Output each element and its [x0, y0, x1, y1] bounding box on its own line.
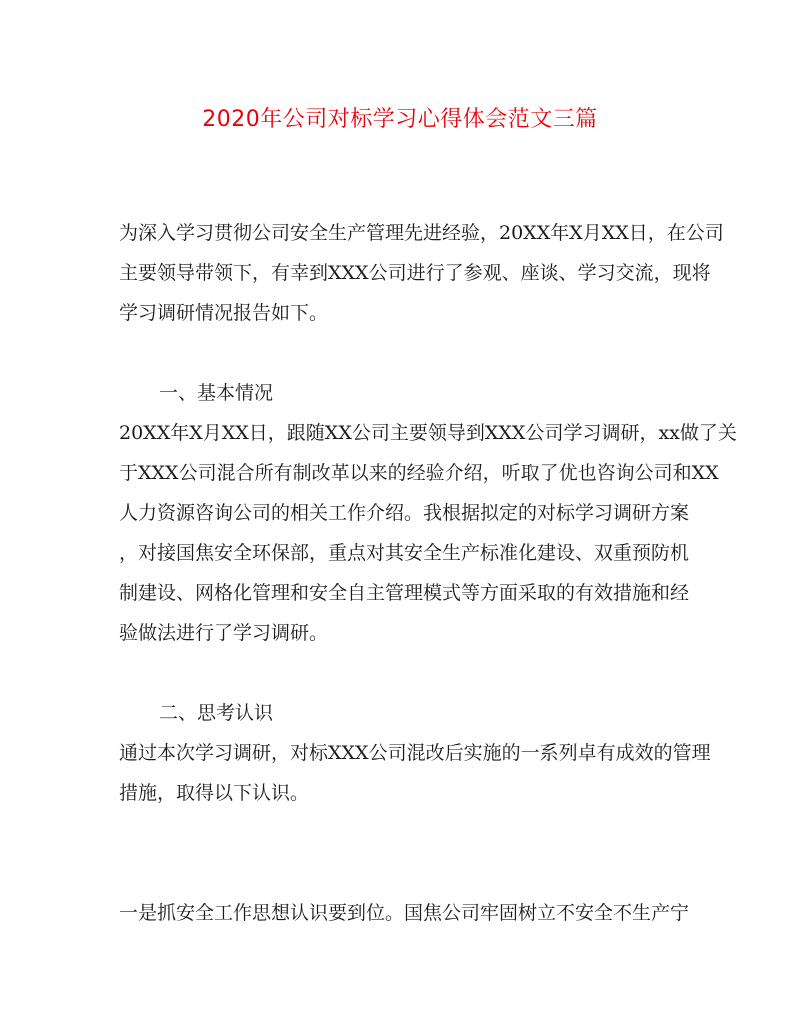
- intro-line-3: 学习调研情况报告如下。: [119, 302, 329, 324]
- section1-line-5: 制建设、网格化管理和安全自主管理模式等方面采取的有效措施和经: [119, 582, 690, 604]
- section1-line-2: 于XXX公司混合所有制改革以来的经验介绍，听取了优也咨询公司和XX: [119, 462, 719, 484]
- section1-line-6: 验做法进行了学习调研。: [119, 622, 329, 644]
- section2-line-2: 措施，取得以下认识。: [119, 782, 310, 804]
- intro-line-1: 为深入学习贯彻公司安全生产管理先进经验，20XX年X月XX日，在公司: [119, 222, 724, 244]
- section1-heading: 一、基本情况: [159, 382, 274, 404]
- section1-line-4: ，对接国焦安全环保部，重点对其安全生产标准化建设、双重预防机: [119, 542, 690, 564]
- point1-line: 一是抓安全工作思想认识要到位。国焦公司牢固树立不安全不生产宁: [119, 902, 690, 924]
- section1-line-3: 人力资源咨询公司的相关工作介绍。我根据拟定的对标学习调研方案: [119, 502, 690, 524]
- section2-heading: 二、思考认识: [159, 702, 274, 724]
- section2-line-1: 通过本次学习调研，对标XXX公司混改后实施的一系列卓有成效的管理: [119, 742, 711, 764]
- document-title: 2020年公司对标学习心得体会范文三篇: [202, 107, 598, 132]
- section1-line-1: 20XX年X月XX日，跟随XX公司主要领导到XXX公司学习调研，xx做了关: [119, 422, 737, 444]
- intro-line-2: 主要领导带领下，有幸到XXX公司进行了参观、座谈、学习交流，现将: [119, 262, 711, 284]
